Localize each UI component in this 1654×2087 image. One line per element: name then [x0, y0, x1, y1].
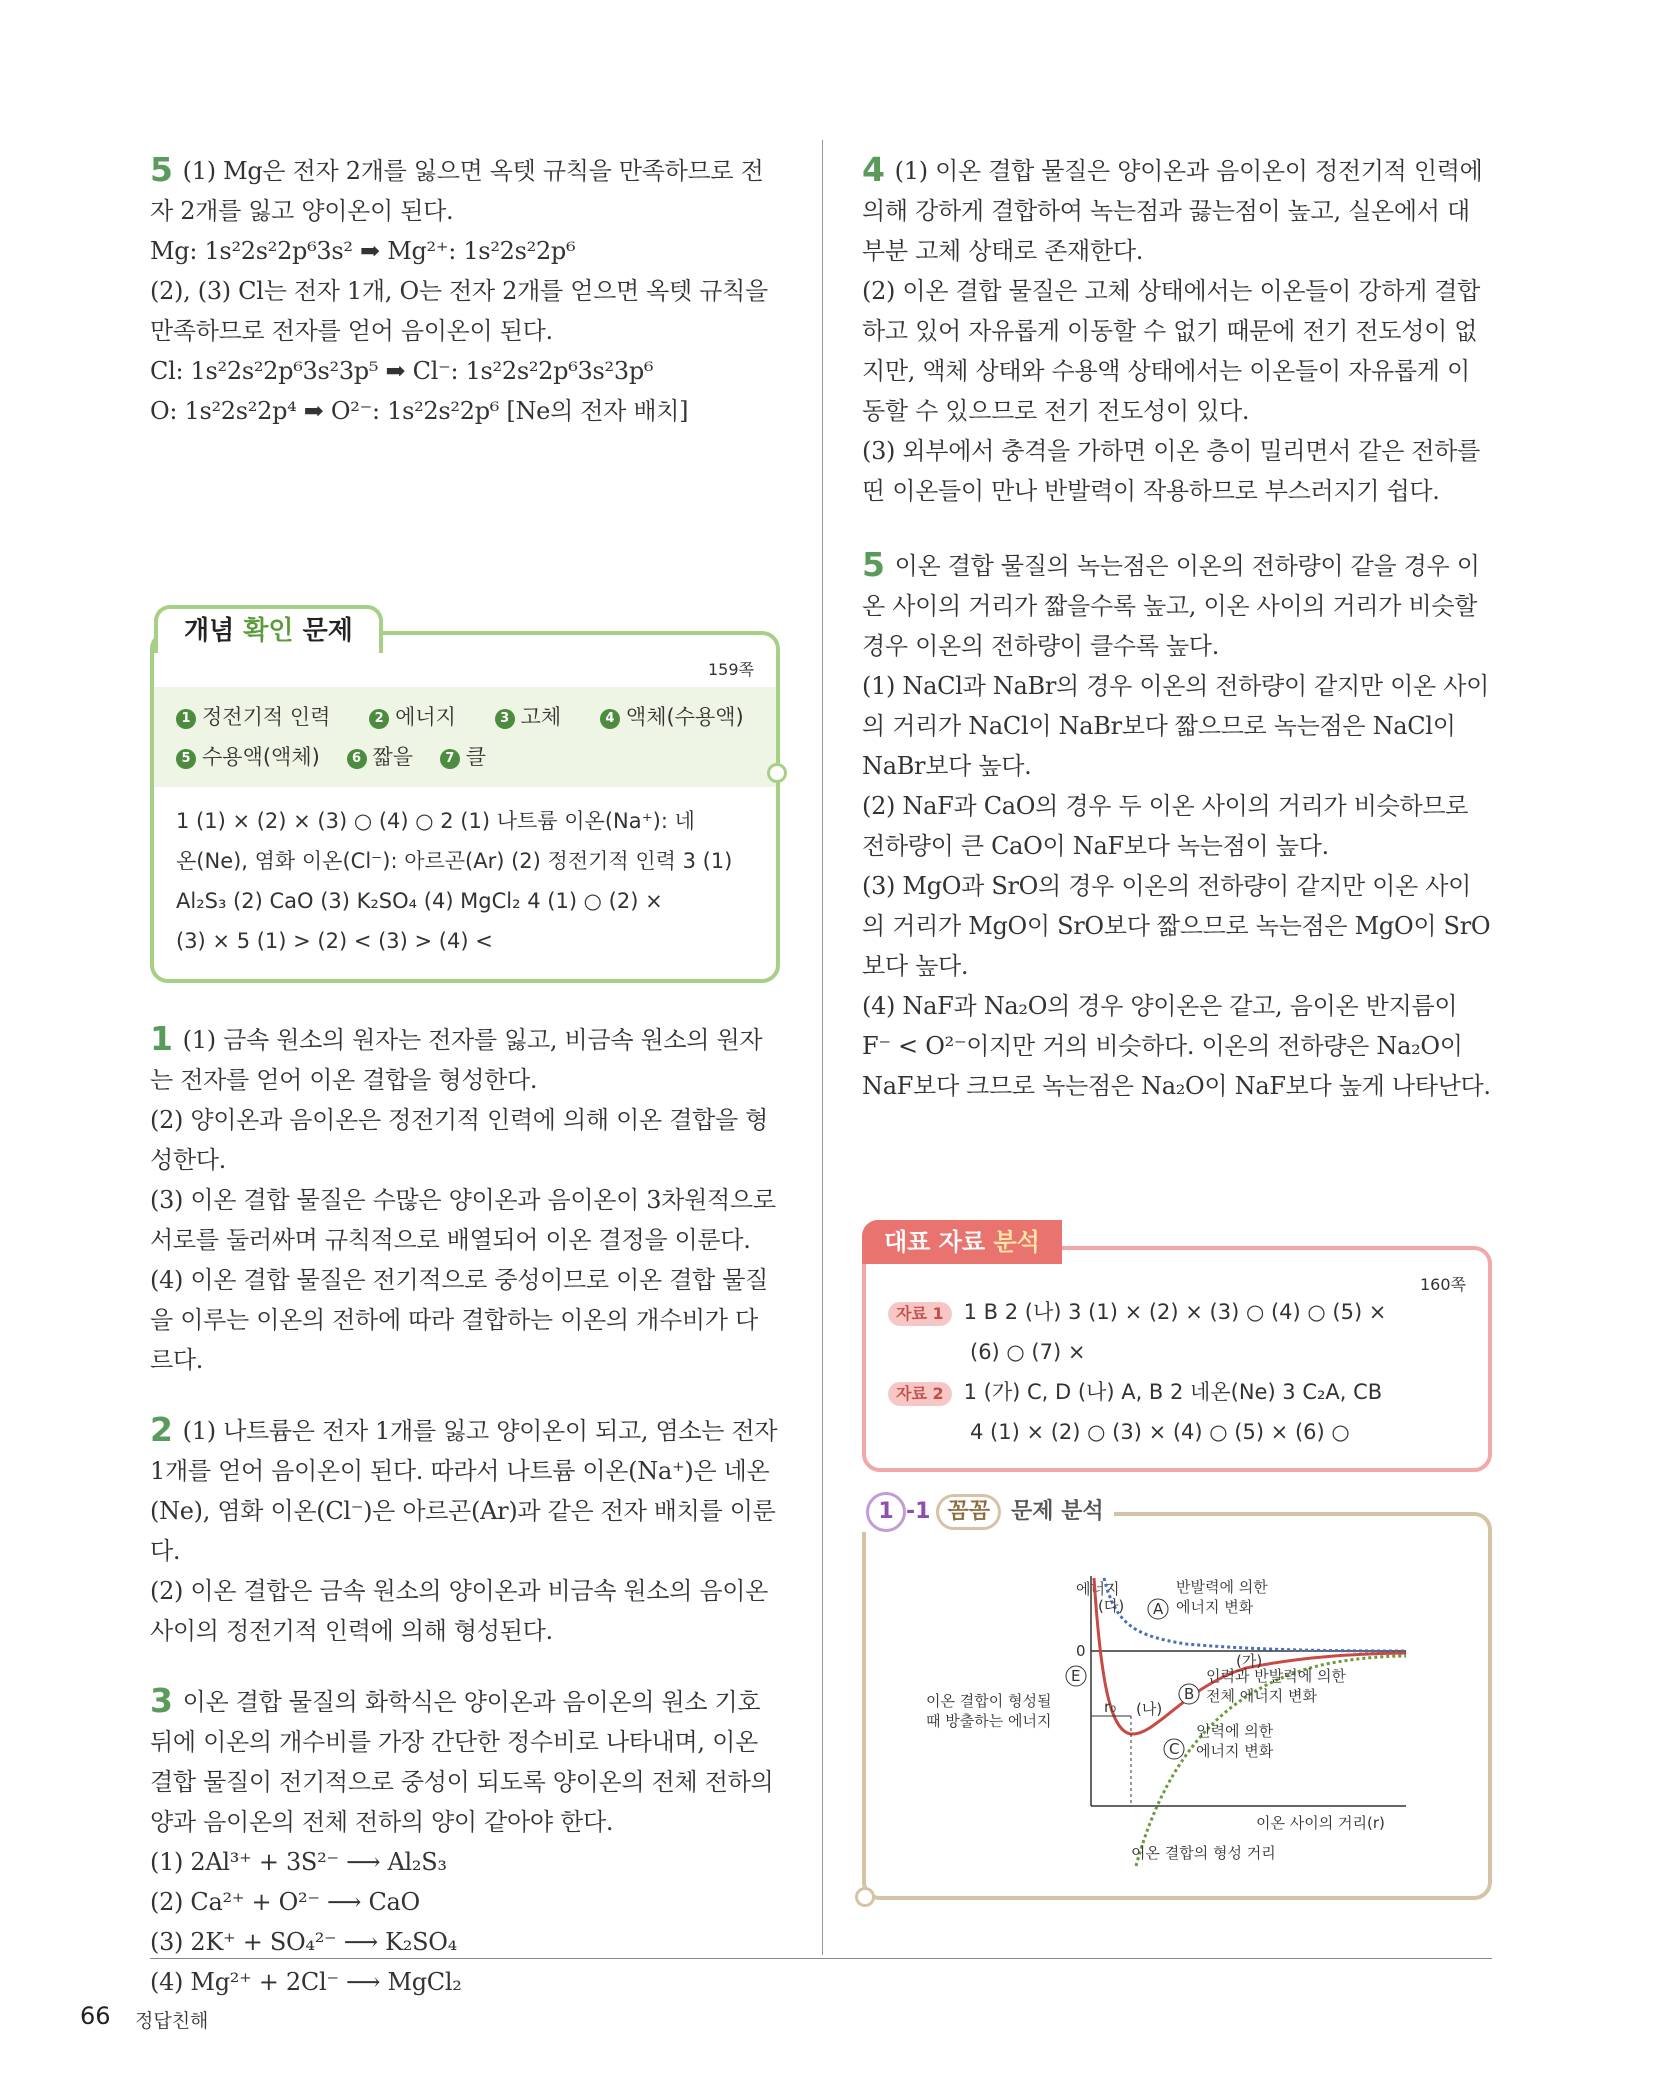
marker-label: C	[1169, 1740, 1180, 1758]
curve-label: (가)	[1236, 1652, 1263, 1670]
answer-line: (3) MgO과 SrO의 경우 이온의 전하량이 같지만 이온 사이의 거리가 MgO이 SrO보다 짧으므로 녹는점은 MgO이 SrO보다 높다.	[862, 872, 1491, 980]
data-tag: 자료 1	[888, 1302, 952, 1326]
decor-dot	[855, 1887, 875, 1907]
answer-line: (1) NaCl과 NaBr의 경우 이온의 전하량이 같지만 이온 사이의 거리가 NaCl이 NaBr보다 짧으므로 녹는점은 NaCl이 NaBr보다 높다.	[862, 672, 1490, 780]
answer-4	[862, 150, 1492, 511]
answer-number: 5	[862, 545, 885, 584]
answer-line: (3) × 5 (1) > (2) < (3) > (4) <	[176, 929, 493, 953]
y-axis-label: 에너지	[1076, 1580, 1120, 1598]
answer-line: (2) NaF과 CaO의 경우 두 이온 사이의 거리가 비슷하므로 전하량이 큰 CaO이 NaF보다 녹는점이 높다.	[862, 792, 1469, 860]
note: 인력과 반발력에 의한	[1206, 1667, 1346, 1685]
curve-label: (나)	[1136, 1700, 1163, 1718]
concept-check-box	[150, 616, 780, 983]
answer-line: (1) Mg은 전자 2개를 잃으면 옥텟 규칙을 만족하므로 전자 2개를 잃고 양이온이 된다.	[150, 157, 764, 225]
concept-box-title: 개념 확인 문제	[154, 605, 383, 653]
answer-line: (2), (3) Cl는 전자 1개, O는 전자 2개를 얻으면 옥텟 규칙을 만족하므로 전자를 얻어 음이온이 된다.	[150, 277, 768, 345]
answer-line: (1) 금속 원소의 원자는 전자를 잃고, 비금속 원소의 원자는 전자를 얻어 이온 결합을 형성한다.	[150, 1026, 763, 1094]
note: 전체 에너지 변화	[1206, 1687, 1317, 1705]
answer-line: (2) 이온 결합 물질은 고체 상태에서는 이온들이 강하게 결합하고 있어 자유롭게 이동할 수 없기 때문에 전기 전도성이 없지만, 액체 상태와 수용액 상태에서는 이온들이 자유롭게 이동할 수 있으므로 전기 전도성이 있다.	[862, 277, 1481, 425]
column-divider	[822, 140, 823, 1955]
term-item: 5 수용액(액체)	[176, 737, 320, 777]
equation-line: (1) 2Al³⁺ + 3S²⁻ ⟶ Al₂S₃	[150, 1848, 447, 1876]
number-badge: 1	[866, 1492, 906, 1532]
detailed-analysis-title: 1 -1 꼼꼼 문제 분석	[856, 1492, 1114, 1532]
energy-distance-graph	[926, 1566, 1446, 1886]
right-column	[862, 150, 1492, 1900]
equation-line: (2) Ca²⁺ + O²⁻ ⟶ CaO	[150, 1888, 420, 1916]
kk-badge: 꼼꼼	[936, 1494, 1001, 1530]
answer-line: Mg: 1s²2s²2p⁶3s² ➡ Mg²⁺: 1s²2s²2p⁶	[150, 237, 576, 265]
note: 때 방출하는 에너지	[926, 1712, 1052, 1730]
equation-line: (4) Mg²⁺ + 2Cl⁻ ⟶ MgCl₂	[150, 1968, 462, 1996]
equation-line: (3) 2K⁺ + SO₄²⁻ ⟶ K₂SO₄	[150, 1928, 457, 1956]
note: 이온 결합의 형성 거리	[1131, 1844, 1276, 1862]
term-item: 1 정전기적 인력	[176, 697, 330, 737]
r0-label: r₀	[1104, 1698, 1117, 1716]
marker-label: B	[1184, 1685, 1195, 1703]
answer-number: 5	[150, 150, 173, 189]
analysis-row: (6) ○ (7) ×	[970, 1340, 1086, 1364]
answer-5-left	[150, 150, 780, 431]
footer-line	[150, 1958, 1492, 1959]
zero-label: 0	[1076, 1642, 1086, 1660]
answer-line: (2) 양이온과 음이온은 정전기적 인력에 의해 이온 결합을 형성한다.	[150, 1106, 769, 1174]
decor-dot	[767, 763, 787, 783]
x-axis-label: 이온 사이의 거리(r)	[1256, 1814, 1385, 1832]
curve-label: (다)	[1098, 1597, 1125, 1615]
concept-answers	[154, 787, 776, 979]
term-item: 6 짧을	[347, 737, 414, 777]
answer-line: (1) 이온 결합 물질은 양이온과 음이온이 정전기적 인력에 의해 강하게 결합하여 녹는점과 끓는점이 높고, 실온에서 대부분 고체 상태로 존재한다.	[862, 157, 1483, 265]
answer-5-right	[862, 545, 1492, 1106]
page-reference: 159쪽	[708, 660, 754, 679]
answer-line: 이온 결합 물질의 화학식은 양이온과 음이온의 원소 기호 뒤에 이온의 개수비를 가장 간단한 정수비로 나타내며, 이온 결합 물질이 전기적으로 중성이 되도록 양이온의 전체 전하의 양과 음이온의 전체 전하의 양이 같아야 한다.	[150, 1688, 774, 1836]
note: 반발력에 의한	[1176, 1578, 1268, 1596]
data-analysis-box	[862, 1228, 1492, 1472]
analysis-row: 자료 2 1 (가) C, D (나) A, B 2 네온(Ne) 3 C₂A, CB	[888, 1372, 1466, 1412]
answer-line: (3) 외부에서 충격을 가하면 이온 층이 밀리면서 같은 전하를 띤 이온들이 만나 반발력이 작용하므로 부스러지기 쉽다.	[862, 437, 1481, 505]
data-tag: 자료 2	[888, 1382, 952, 1406]
concept-terms	[154, 687, 776, 787]
marker-label: A	[1153, 1600, 1164, 1618]
answer-1	[150, 1019, 780, 1380]
answer-line: (4) NaF과 Na₂O의 경우 양이온은 같고, 음이온 반지름이 F⁻ < O²⁻이지만 거의 비슷하다. 이온의 전하량은 Na₂O이 NaF보다 크므로 녹는점은 Na₂O이 NaF보다 높게 나타난다.	[862, 992, 1491, 1100]
left-column	[150, 150, 780, 2022]
term-item: 4 액체(수용액)	[600, 697, 744, 737]
answer-line: 이온 결합 물질의 녹는점은 이온의 전하량이 같을 경우 이온 사이의 거리가 짧을수록 높고, 이온 사이의 거리가 비슷할 경우 이온의 전하량이 클수록 높다.	[862, 552, 1480, 660]
footer-label: 정답친해	[135, 2010, 209, 2032]
term-item: 7 클	[440, 737, 486, 777]
answer-line: 온(Ne), 염화 이온(Cl⁻): 아르곤(Ar) (2) 정전기적 인력 3 (1)	[176, 849, 733, 873]
answer-line: 1 (1) × (2) × (3) ○ (4) ○ 2 (1) 나트륨 이온(Na⁺): 네	[176, 809, 695, 833]
term-item: 2 에너지	[369, 697, 456, 737]
answer-line: Al₂S₃ (2) CaO (3) K₂SO₄ (4) MgCl₂ 4 (1) ○ (2) ×	[176, 889, 663, 913]
answer-number: 4	[862, 150, 885, 189]
answer-number: 3	[150, 1681, 173, 1720]
answer-number: 2	[150, 1410, 173, 1449]
page-reference: 160쪽	[1420, 1275, 1466, 1294]
note: 에너지 변화	[1176, 1598, 1254, 1616]
note: 에너지 변화	[1196, 1742, 1274, 1760]
term-item: 3 고체	[495, 697, 562, 737]
answer-line: (2) 이온 결합은 금속 원소의 양이온과 비금속 원소의 음이온 사이의 정전기적 인력에 의해 형성된다.	[150, 1577, 769, 1645]
answer-2	[150, 1410, 780, 1651]
answer-line: (3) 이온 결합 물질은 수많은 양이온과 음이온이 3차원적으로 서로를 둘러싸며 규칙적으로 배열되어 이온 결정을 이룬다.	[150, 1186, 776, 1254]
answer-line: (4) 이온 결합 물질은 전기적으로 중성이므로 이온 결합 물질을 이루는 이온의 전하에 따라 결합하는 이온의 개수비가 다르다.	[150, 1266, 769, 1374]
answer-line: Cl: 1s²2s²2p⁶3s²3p⁵ ➡ Cl⁻: 1s²2s²2p⁶3s²3p⁶	[150, 357, 654, 385]
marker-label: E	[1071, 1667, 1081, 1685]
note: 인력에 의한	[1196, 1722, 1274, 1740]
note: 이온 결합이 형성될	[926, 1692, 1052, 1710]
answer-line: (1) 나트륨은 전자 1개를 잃고 양이온이 되고, 염소는 전자 1개를 얻어 음이온이 된다. 따라서 나트륨 이온(Na⁺)은 네온(Ne), 염화 이온(Cl⁻)은 아르곤(Ar)과 같은 전자 배치를 이룬다.	[150, 1417, 778, 1565]
answer-line: O: 1s²2s²2p⁴ ➡ O²⁻: 1s²2s²2p⁶ [Ne의 전자 배치]	[150, 397, 689, 425]
detailed-analysis-box	[862, 1499, 1492, 1900]
answer-3	[150, 1681, 780, 2002]
page-number: 66	[80, 2002, 111, 2030]
answer-number: 1	[150, 1019, 173, 1058]
analysis-row: 4 (1) × (2) ○ (3) × (4) ○ (5) × (6) ○	[970, 1420, 1350, 1444]
analysis-row: 자료 1 1 B 2 (나) 3 (1) × (2) × (3) ○ (4) ○ (5) ×	[888, 1292, 1466, 1332]
analysis-box-title: 대표 자료 분석	[862, 1220, 1062, 1264]
